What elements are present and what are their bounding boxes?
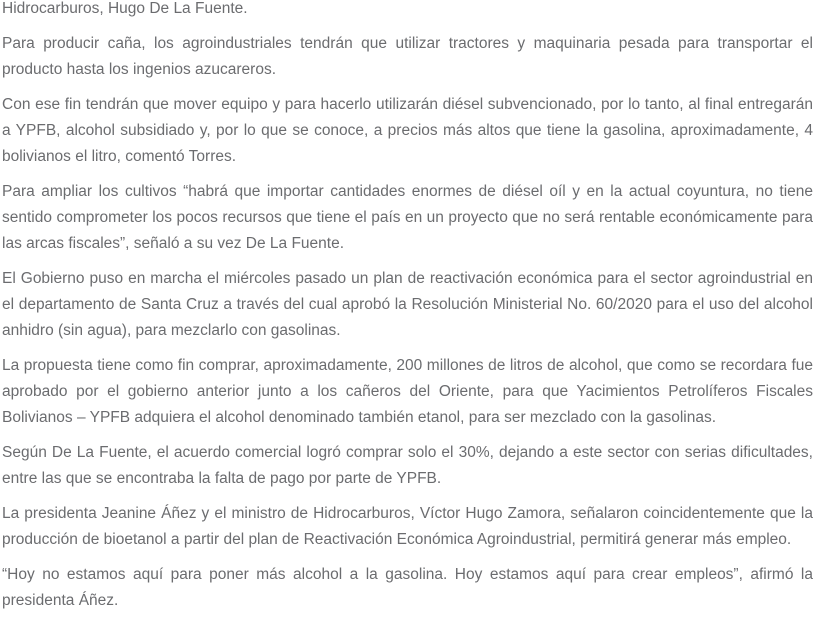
article-paragraph: La presidenta Jeanine Áñez y el ministro de Hidrocarburos, Víctor Hugo Zamora, señalaron coincidentemente que la producción de bioetanol a partir del plan de Reactivación Económica Agroindustrial, permitirá generar más empleo. xyxy=(2,505,813,548)
article-paragraph: Con ese fin tendrán que mover equipo y para hacerlo utilizarán diésel subvencionado, por lo tanto, al final entregarán a YPFB, alcohol subsidiado y, por lo que se conoce, a precios más altos que tiene la gasolina, aproximadamente, 4 bolivianos el litro, comentó Torres. xyxy=(2,96,813,165)
article-paragraph: Para ampliar los cultivos “habrá que importar cantidades enormes de diésel oíl y en la actual coyuntura, no tiene sentido comprometer los pocos recursos que tiene el país en un proyecto que no será rentable económicamente para las arcas fiscales”, señaló a su vez De La Fuente. xyxy=(2,183,813,252)
article-paragraph: La propuesta tiene como fin comprar, aproximadamente, 200 millones de litros de alcohol, que como se recordara fue aprobado por el gobierno anterior junto a los cañeros del Oriente, para que Yacimientos Petrolíferos Fiscales Bolivianos – YPFB adquiera el alcohol denominado también etanol, para ser mezclado con la gasolinas. xyxy=(2,357,813,426)
article-paragraph-fragment: Hidrocarburos, Hugo De La Fuente. xyxy=(2,0,248,17)
article-paragraph: Según De La Fuente, el acuerdo comercial logró comprar solo el 30%, dejando a este sector con serias dificultades, entre las que se encontraba la falta de pago por parte de YPFB. xyxy=(2,444,813,487)
article-paragraph: Para producir caña, los agroindustriales tendrán que utilizar tractores y maquinaria pesada para transportar el producto hasta los ingenios azucareros. xyxy=(2,35,813,78)
article-paragraph: El Gobierno puso en marcha el miércoles pasado un plan de reactivación económica para el sector agroindustrial en el departamento de Santa Cruz a través del cual aprobó la Resolución Ministerial No. 60/2020 para el uso del alcohol anhidro (sin agua), para mezclarlo con gasolinas. xyxy=(2,270,813,339)
article-paragraph: “Hoy no estamos aquí para poner más alcohol a la gasolina. Hoy estamos aquí para crear empleos”, afirmó la presidenta Áñez. xyxy=(2,566,813,609)
